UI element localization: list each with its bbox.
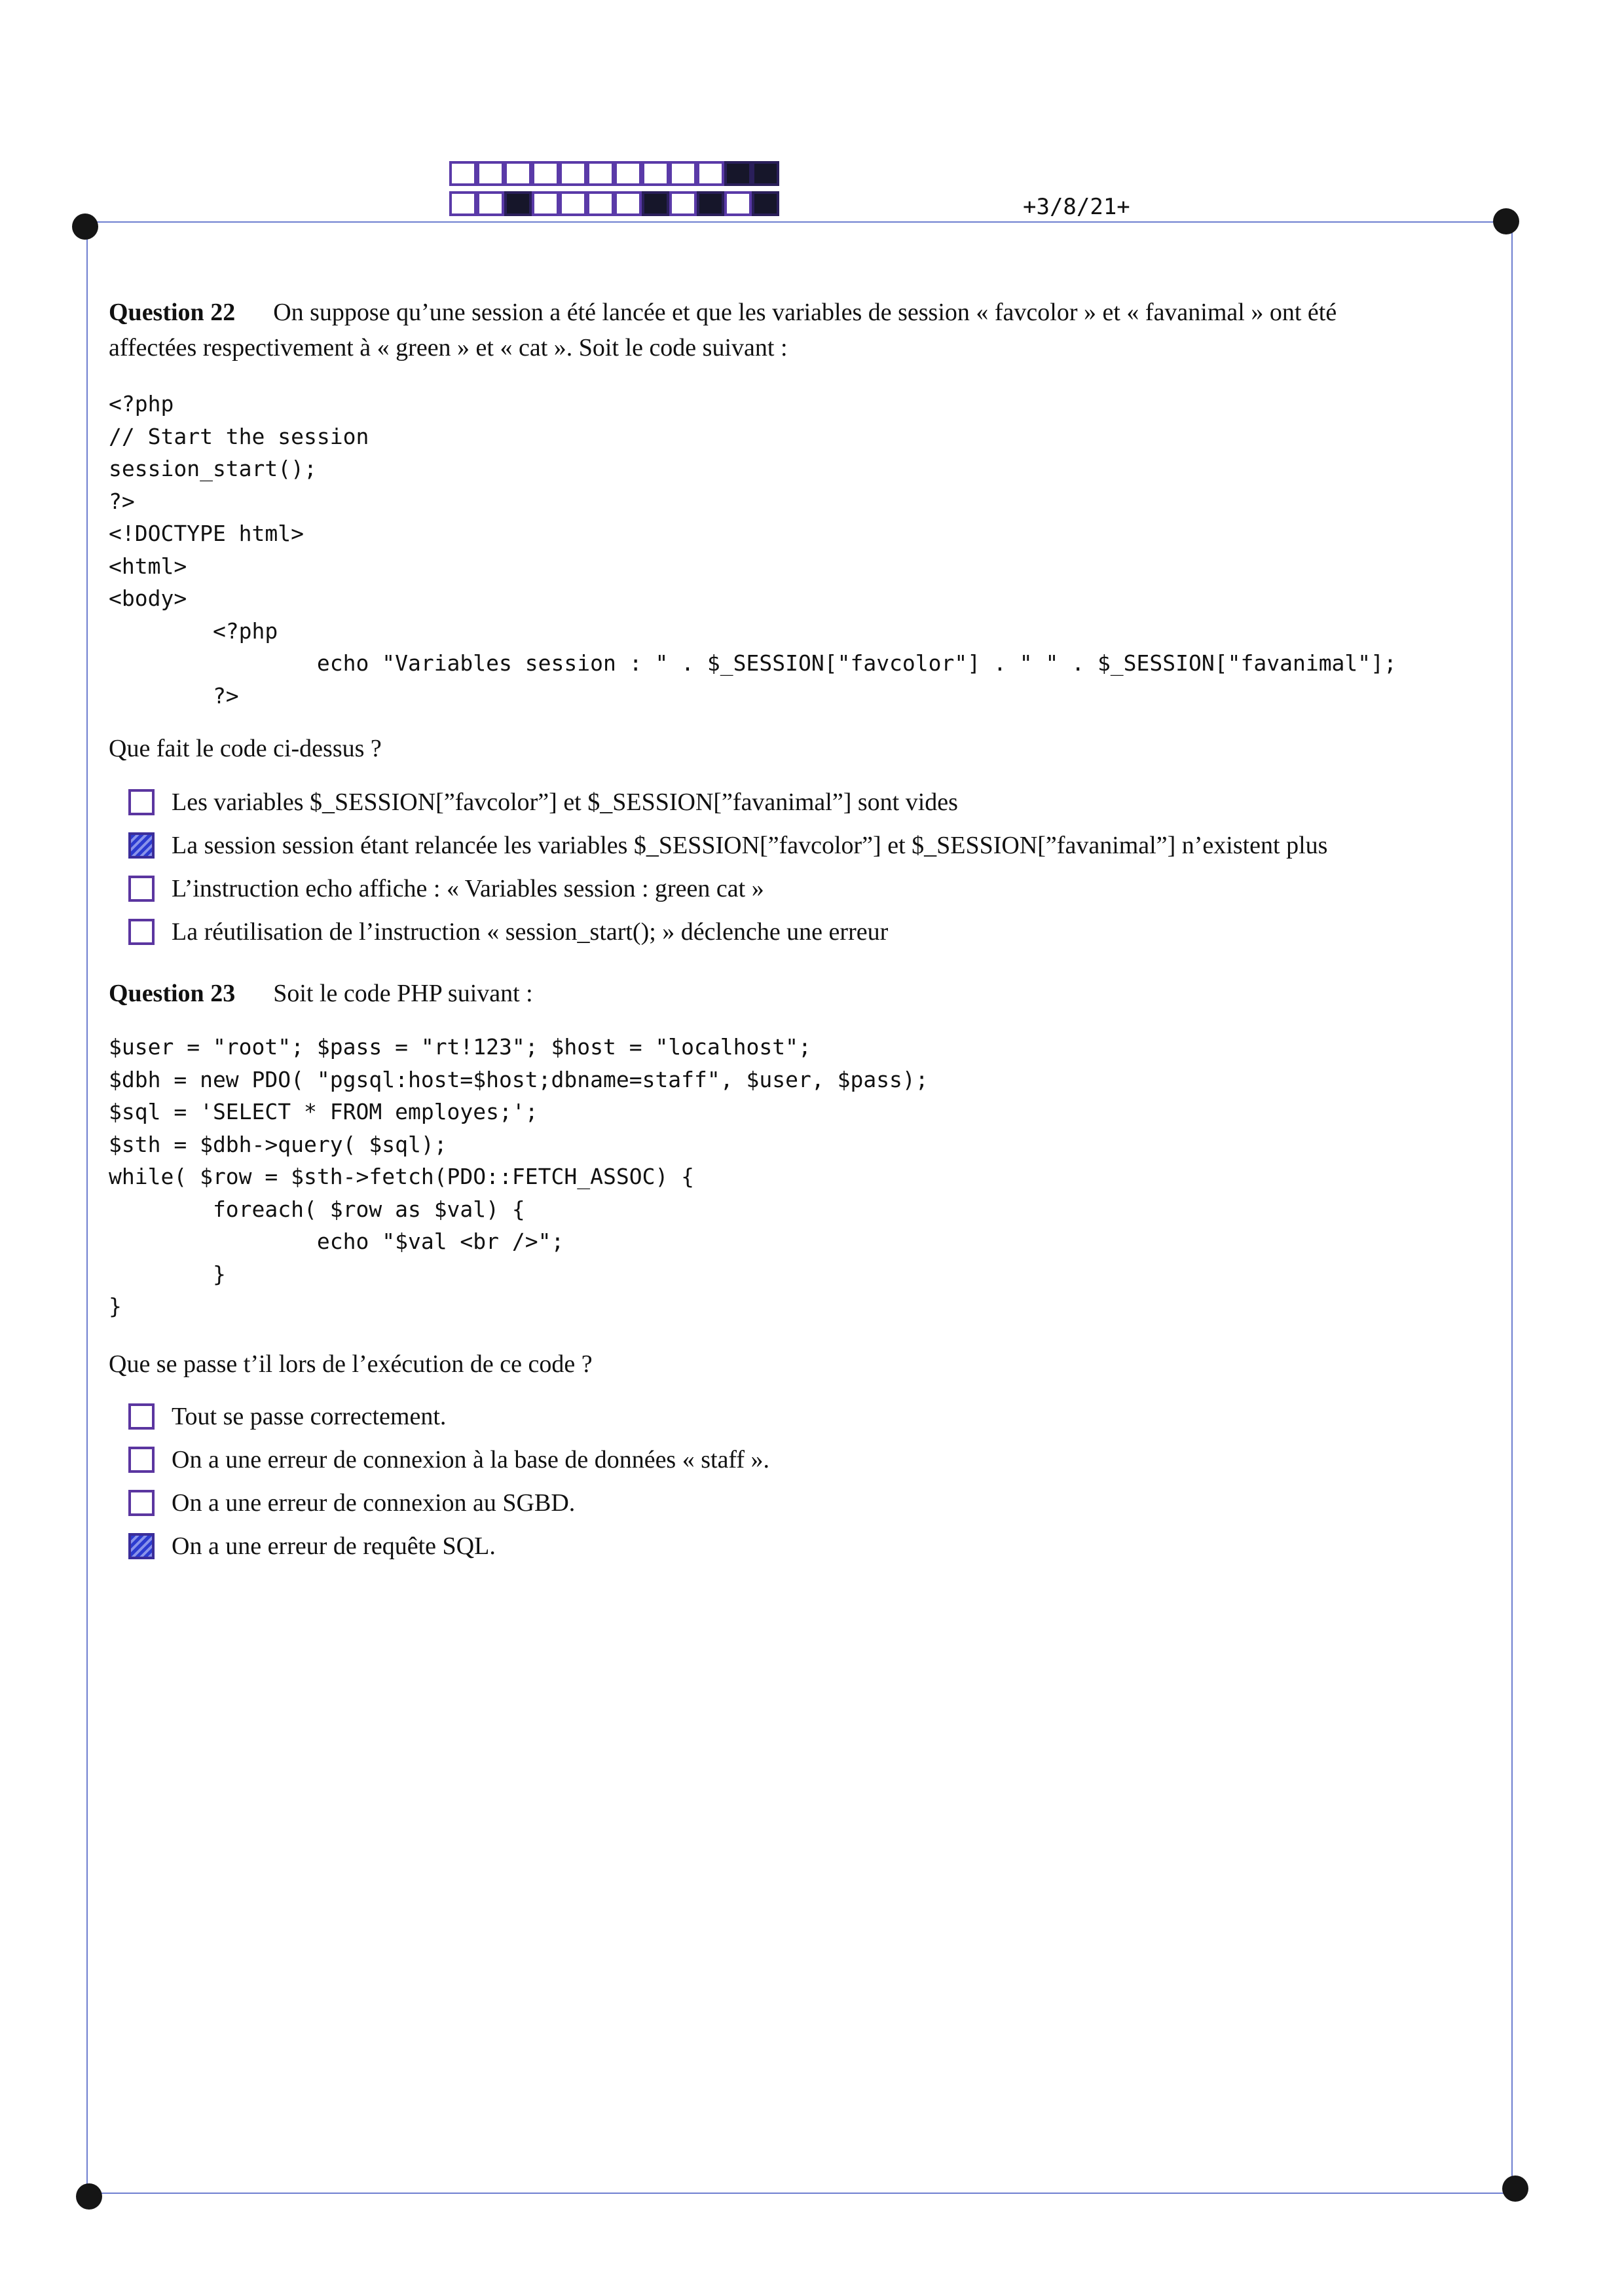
id-code-cell	[724, 161, 752, 186]
corner-marker-bottom-right	[1502, 2176, 1528, 2202]
corner-marker-top-right	[1493, 208, 1519, 234]
id-code-cell	[532, 191, 559, 216]
option-label: L’instruction echo affiche : « Variables session : green cat »	[172, 875, 764, 902]
checkbox[interactable]	[128, 832, 155, 859]
id-code-cell	[477, 191, 504, 216]
id-code-cell	[614, 161, 642, 186]
code-block-q23: $user = "root"; $pass = "rt!123"; $host = "localhost"; $dbh = new PDO( "pgsql:host=$host;dbname=staff", $user, $pass); $sql = 'SELECT * FROM employes;'; $sth = $dbh->query( $sql); while( $row = $sth->fetch(PDO::FETCH_ASSOC) { foreach( $row as $val) { echo "$val <br />"; } }	[109, 1034, 929, 1319]
id-code-cell	[697, 191, 724, 216]
question-number: Question 23	[109, 980, 236, 1007]
option-label: On a une erreur de requête SQL.	[172, 1532, 496, 1560]
checkbox[interactable]	[128, 1403, 155, 1430]
question-22-stem	[109, 295, 1337, 330]
option-label: On a une erreur de connexion au SGBD.	[172, 1489, 576, 1517]
corner-marker-top-left	[72, 213, 98, 240]
id-code-cell	[614, 191, 642, 216]
id-code-cell	[642, 161, 669, 186]
id-code-cell	[504, 191, 532, 216]
question-number: Question 22	[109, 299, 236, 326]
checkbox[interactable]	[128, 919, 155, 945]
question-23-stem	[109, 976, 533, 1011]
code-block-q22: <?php // Start the session session_start(); ?> <!DOCTYPE html> <html> <body> <?php echo "Variables session : " . $_SESSION["favcolor"] . " " . $_SESSION["favanimal"]; ?>	[109, 391, 1397, 709]
option-label: La réutilisation de l’instruction « session_start(); » déclenche une erreur	[172, 918, 889, 946]
id-code-cell	[449, 191, 477, 216]
id-code-cell	[724, 191, 752, 216]
answer-option[interactable]	[128, 781, 1327, 824]
id-code-cell	[587, 161, 614, 186]
question-stem-line2: affectées respectivement à « green » et « cat ». Soit le code suivant :	[109, 334, 788, 361]
id-code-cell	[532, 161, 559, 186]
answer-options-q22	[128, 781, 1327, 954]
question-prompt: Que se passe t’il lors de l’exécution de ce code ?	[109, 1350, 593, 1378]
id-code-cell	[642, 191, 669, 216]
checkbox[interactable]	[128, 789, 155, 815]
id-code-cell	[504, 161, 532, 186]
id-code-cell	[449, 161, 477, 186]
id-code-cell	[559, 161, 587, 186]
id-code-row-1	[449, 161, 779, 186]
checkbox[interactable]	[128, 1533, 155, 1559]
answer-option[interactable]	[128, 1525, 769, 1568]
id-code-cell	[477, 161, 504, 186]
answer-options-q23	[128, 1395, 769, 1568]
option-label: On a une erreur de connexion à la base de données « staff ».	[172, 1446, 770, 1473]
question-stem-line1: On suppose qu’une session a été lancée et que les variables de session « favcolor » et « favanimal » ont été	[273, 299, 1337, 326]
answer-option[interactable]	[128, 1438, 769, 1481]
answer-option[interactable]	[128, 1481, 769, 1525]
id-code-cell	[559, 191, 587, 216]
id-code-cell	[587, 191, 614, 216]
id-code-cell	[752, 161, 779, 186]
answer-option[interactable]	[128, 824, 1327, 867]
corner-marker-bottom-left	[76, 2183, 102, 2210]
answer-option[interactable]	[128, 1395, 769, 1438]
page-id: +3/8/21+	[1023, 194, 1130, 220]
option-label: La session session étant relancée les variables $_SESSION[”favcolor”] et $_SESSION[”favanimal”] n’existent plus	[172, 832, 1328, 859]
checkbox[interactable]	[128, 1447, 155, 1473]
answer-option[interactable]	[128, 867, 1327, 910]
answer-option[interactable]	[128, 910, 1327, 954]
option-label: Tout se passe correctement.	[172, 1403, 447, 1430]
id-code-cell	[697, 161, 724, 186]
id-code-cell	[752, 191, 779, 216]
checkbox[interactable]	[128, 876, 155, 902]
checkbox[interactable]	[128, 1490, 155, 1516]
question-stem-line1: Soit le code PHP suivant :	[273, 980, 533, 1007]
question-prompt: Que fait le code ci-dessus ?	[109, 735, 382, 762]
id-code-row-2	[449, 191, 779, 216]
id-code-cell	[669, 191, 697, 216]
id-code-cell	[669, 161, 697, 186]
option-label: Les variables $_SESSION[”favcolor”] et $_SESSION[”favanimal”] sont vides	[172, 788, 958, 816]
